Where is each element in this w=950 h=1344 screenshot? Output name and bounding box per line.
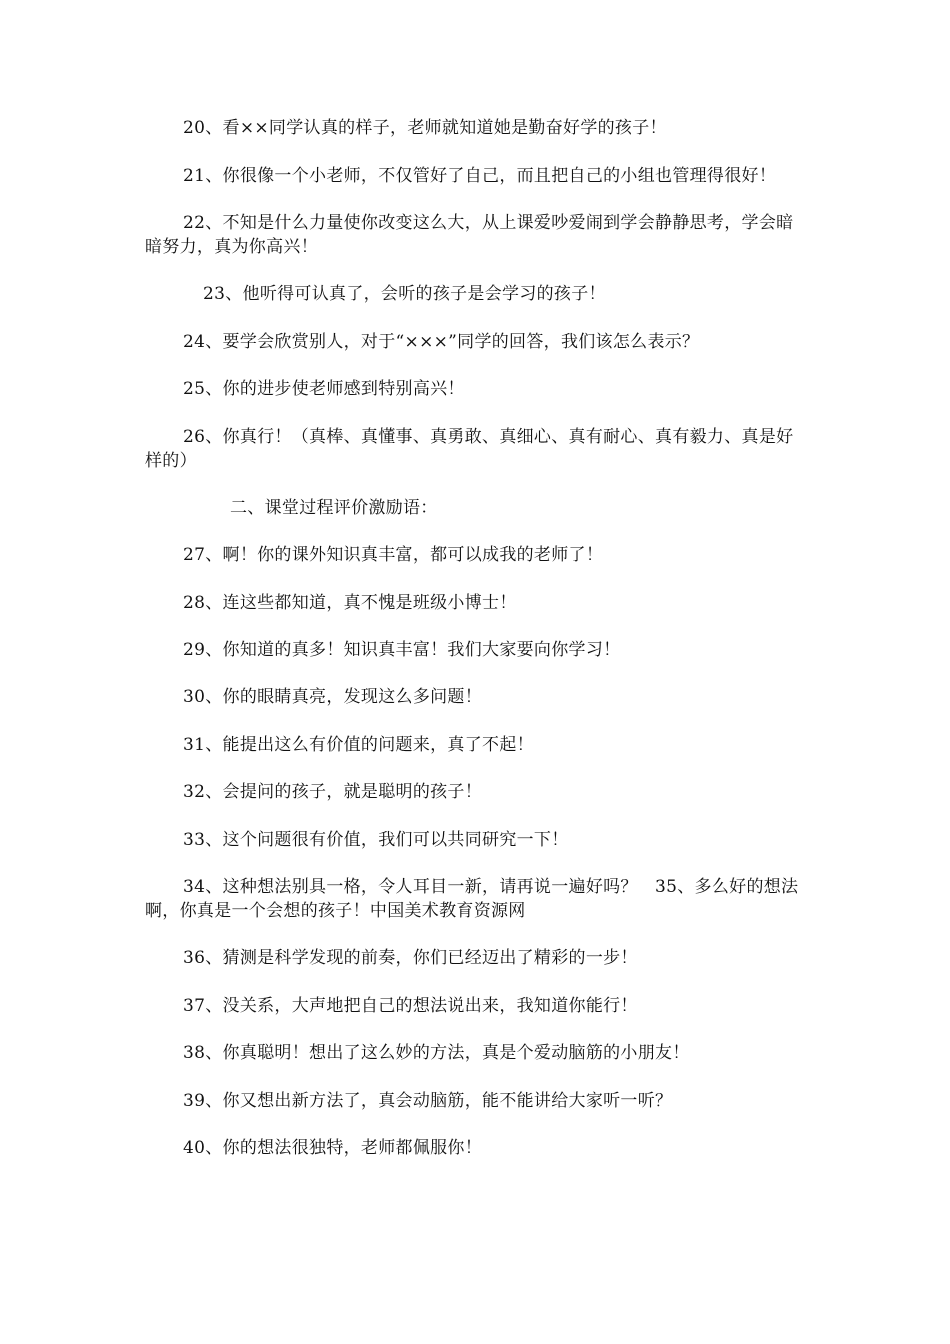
paragraph-29: 29、你知道的真多！知识真丰富！我们大家要向你学习！ [183, 640, 621, 660]
paragraph-36: 36、猜测是科学发现的前奏，你们已经迈出了精彩的一步！ [183, 948, 638, 968]
paragraph-27: 27、啊！你的课外知识真丰富，都可以成我的老师了！ [183, 545, 604, 565]
paragraph-40: 40、你的想法很独特，老师都佩服你！ [183, 1138, 483, 1158]
paragraph-30: 30、你的眼睛真亮，发现这么多问题！ [183, 687, 483, 707]
section-heading: 二、课堂过程评价激励语： [230, 498, 438, 518]
paragraph-33: 33、这个问题很有价值，我们可以共同研究一下！ [183, 830, 569, 850]
paragraph-28: 28、连这些都知道，真不愧是班级小博士！ [183, 593, 517, 613]
paragraph-26: 26、你真行！（真棒、真懂事、真勇敢、真细心、真有耐心、真有毅力、真是好样的） [145, 427, 794, 471]
paragraph-32: 32、会提问的孩子，就是聪明的孩子！ [183, 782, 483, 802]
paragraph-23: 23、他听得可认真了，会听的孩子是会学习的孩子！ [203, 284, 606, 304]
paragraph-22: 22、不知是什么力量使你改变这么大，从上课爱吵爱闹到学会静静思考，学会暗暗努力，真为你高兴！ [145, 213, 794, 257]
paragraph-25: 25、你的进步使老师感到特别高兴！ [183, 379, 465, 399]
paragraph-37: 37、没关系，大声地把自己的想法说出来，我知道你能行！ [183, 996, 638, 1016]
paragraph-31: 31、能提出这么有价值的问题来，真了不起！ [183, 735, 534, 755]
paragraph-34-35: 34、这种想法别具一格，令人耳目一新，请再说一遍好吗？ 35、多么好的想法啊，你真是一个会想的孩子！中国美术教育资源网 [145, 877, 799, 921]
paragraph-21: 21、你很像一个小老师，不仅管好了自己，而且把自己的小组也管理得很好！ [183, 166, 777, 186]
paragraph-20: 20、看××同学认真的样子，老师就知道她是勤奋好学的孩子！ [183, 118, 667, 138]
paragraph-24: 24、要学会欣赏别人，对于“×××”同学的回答，我们该怎么表示？ [183, 332, 700, 352]
paragraph-38: 38、你真聪明！想出了这么妙的方法，真是个爱动脑筋的小朋友！ [183, 1043, 690, 1063]
paragraph-39: 39、你又想出新方法了，真会动脑筋，能不能讲给大家听一听？ [183, 1091, 673, 1111]
